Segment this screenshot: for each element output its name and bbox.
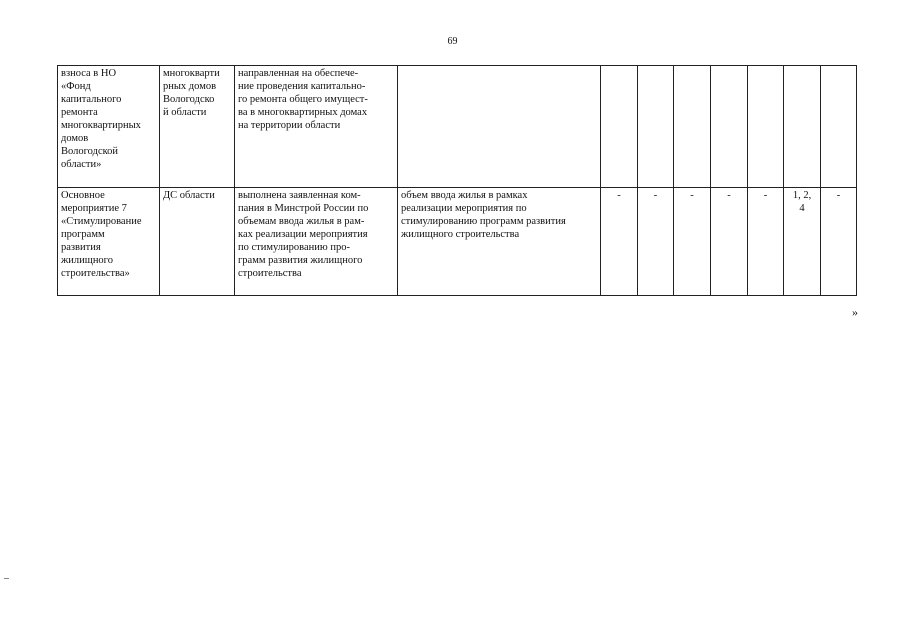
- measure-name-cell: Основное мероприятие 7 «Стимулирование программ развития жилищного строительства»: [58, 188, 160, 296]
- year-cell: [601, 66, 638, 188]
- measure-name-cell: взноса в НО «Фонд капитального ремонта многоквартирных домов Вологодской области»: [58, 66, 160, 188]
- closing-quote: »: [852, 305, 858, 319]
- extra-cell: [821, 66, 857, 188]
- expected-result-cell: направленная на обеспече- ние проведения капитально- го ремонта общего имущест- ва в многоквартирных домах на территории области: [235, 66, 398, 188]
- year-cell: -: [748, 188, 784, 296]
- indicator-link-cell: [398, 66, 601, 188]
- extra-cell: -: [821, 188, 857, 296]
- year-cell: [711, 66, 748, 188]
- responsible-executor-cell: многокварти рных домов Вологодско й области: [160, 66, 235, 188]
- responsible-executor-cell: ДС области: [160, 188, 235, 296]
- table-row: [58, 66, 857, 188]
- year-cell: [638, 66, 674, 188]
- program-measures-table: [57, 65, 857, 296]
- page-number: 69: [447, 36, 458, 47]
- task-number-cell: 1, 2, 4: [784, 188, 821, 296]
- margin-mark: [4, 578, 9, 579]
- year-cell: [674, 66, 711, 188]
- expected-result-cell: выполнена заявленная ком- пания в Минстрой России по объемам ввода жилья в рам- ках реализации мероприятия по стимулированию про- грамм развития жилищного строительства: [235, 188, 398, 296]
- year-cell: -: [638, 188, 674, 296]
- year-cell: -: [711, 188, 748, 296]
- task-number-cell: [784, 66, 821, 188]
- year-cell: [748, 66, 784, 188]
- year-cell: -: [601, 188, 638, 296]
- table-row: [58, 188, 857, 296]
- indicator-link-cell: объем ввода жилья в рамках реализации мероприятия по стимулированию программ развития жилищного строительства: [398, 188, 601, 296]
- year-cell: -: [674, 188, 711, 296]
